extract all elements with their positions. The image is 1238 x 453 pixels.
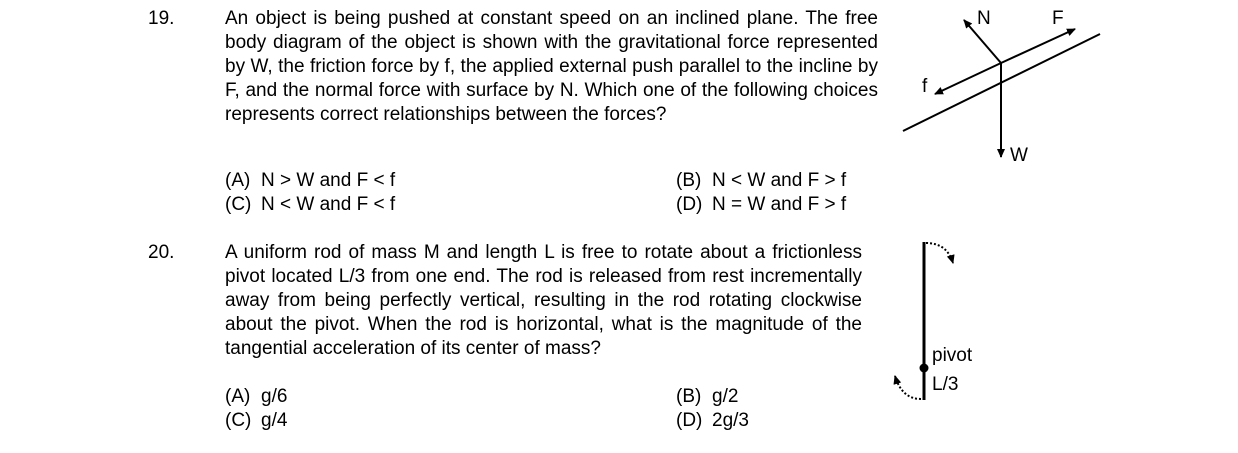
friction-arrow (935, 63, 1001, 94)
question-20-number: 20. (148, 242, 175, 263)
q19-choice-c-text: N < W and F < f (261, 194, 396, 215)
q20-choice-c-text: g/4 (261, 410, 288, 431)
q19-choice-a[interactable] (225, 169, 395, 193)
weight-label: W (1010, 145, 1028, 166)
applied-force-arrow (1001, 29, 1075, 63)
q19-choice-a-label: (A) (225, 170, 251, 191)
q20-choice-d-text: 2g/3 (712, 410, 749, 431)
q19-choice-d-label: (D) (676, 194, 703, 215)
friction-label: f (922, 76, 928, 97)
q20-choice-b-text: g/2 (712, 386, 739, 407)
q20-choice-c-label: (C) (225, 410, 252, 431)
q20-choice-d-label: (D) (676, 410, 703, 431)
q20-choice-c[interactable] (225, 409, 287, 433)
rotation-arrow-top (926, 243, 953, 263)
question-20-text: A uniform rod of mass M and length L is free to rotate about a frictionless pivot located L/3 from one end. The rod is released from rest incrementally away from being perfectly vertical, resulting in the rod rotating clockwise about the pivot. When the rod is horizontal, what is the magnitude of the tangential acceleration of its center of mass? (225, 242, 862, 359)
q19-choice-d-text: N = W and F > f (712, 194, 847, 215)
q20-choice-a-label: (A) (225, 386, 251, 407)
q19-choice-b-label: (B) (676, 170, 702, 191)
free-body-diagram (895, 0, 1115, 170)
rod-pivot-diagram (885, 235, 995, 410)
rotation-arrow-bottom (895, 376, 921, 399)
distance-label: L/3 (932, 374, 959, 395)
q19-choice-d[interactable] (676, 193, 846, 217)
q20-choice-a[interactable] (225, 385, 287, 409)
q20-choice-a-text: g/6 (261, 386, 288, 407)
pivot-label: pivot (932, 345, 973, 366)
q19-choice-b[interactable] (676, 169, 846, 193)
q19-choice-c[interactable] (225, 193, 395, 217)
normal-force-label: N (977, 8, 991, 29)
q19-choice-c-label: (C) (225, 194, 252, 215)
q20-choice-d[interactable] (676, 409, 749, 433)
pivot-point (920, 364, 929, 373)
q19-choice-a-text: N > W and F < f (261, 170, 396, 191)
question-19-number: 19. (148, 8, 175, 29)
q20-choice-b-label: (B) (676, 386, 702, 407)
question-19-text: An object is being pushed at constant speed on an inclined plane. The free body diagram of the object is shown with the gravitational force represented by W, the friction force by f, the applied external push parallel to the incline by F, and the normal force with surface by N. Which one of the following choices represents correct relationships between the forces? (225, 8, 878, 125)
applied-force-label: F (1052, 8, 1064, 29)
q19-choice-b-text: N < W and F > f (712, 170, 847, 191)
q20-choice-b[interactable] (676, 385, 738, 409)
